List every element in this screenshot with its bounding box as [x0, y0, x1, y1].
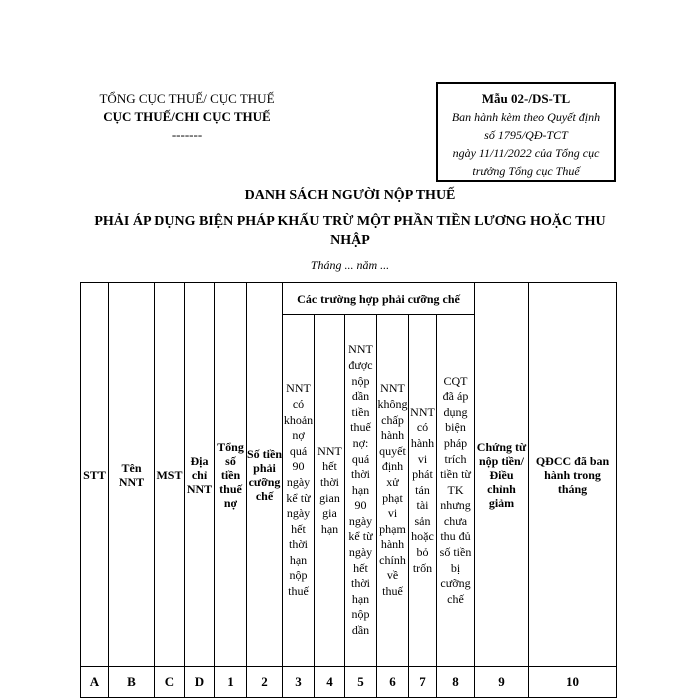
- index-cell: 10: [529, 667, 617, 698]
- form-note-2: số 1795/QĐ-TCT: [484, 128, 568, 142]
- index-cell: B: [109, 667, 155, 698]
- index-cell: 3: [283, 667, 315, 698]
- taxpayer-table: [80, 282, 617, 698]
- header-chung-tu: Chứng từ nộp tiền/Điều chỉnh giảm: [475, 283, 529, 667]
- form-note-1: Ban hành kèm theo Quyết định: [451, 110, 601, 124]
- index-cell: A: [81, 667, 109, 698]
- header-so-tien-cuong-che: Số tiền phải cưỡng chế: [247, 283, 283, 667]
- index-cell: 1: [215, 667, 247, 698]
- header-case-4: NNT hết thời gian gia hạn: [315, 315, 345, 667]
- header-group-cases: Các trường hợp phải cưỡng chế: [283, 283, 475, 315]
- index-cell: 7: [409, 667, 437, 698]
- form-note-4: trưởng Tổng cục Thuế: [472, 164, 580, 178]
- form-note-3: ngày 11/11/2022 của Tổng cục: [452, 146, 600, 160]
- index-cell: 9: [475, 667, 529, 698]
- issuer-header: [72, 90, 302, 144]
- document-subtitle: PHẢI ÁP DỤNG BIỆN PHÁP KHẤU TRỪ MỘT PHẦN TIỀN LƯƠNG HOẶC THU NHẬP: [94, 214, 606, 248]
- header-stt: STT: [81, 283, 109, 667]
- index-cell: 4: [315, 667, 345, 698]
- header-case-5: NNT được nộp dần tiền thuế nợ: quá thời hạn 90 ngày kể từ ngày hết thời hạn nộp dần: [345, 315, 377, 667]
- issuer-line-2: CỤC THUẾ/CHI CỤC THUẾ: [103, 109, 271, 124]
- form-code: Mẫu 02-/DS-TL: [481, 91, 571, 106]
- header-case-6: NNT không chấp hành quyết định xử phạt vi phạm hành chính về thuế: [377, 315, 409, 667]
- index-cell: 2: [247, 667, 283, 698]
- header-case-3: NNT có khoản nợ quá 90 ngày kể từ ngày hết thời hạn nộp thuế: [283, 315, 315, 667]
- document-title: DANH SÁCH NGƯỜI NỘP THUẾ: [244, 188, 456, 203]
- index-cell: 6: [377, 667, 409, 698]
- index-cell: C: [155, 667, 185, 698]
- form-code-box: [436, 82, 616, 182]
- header-qdcc: QĐCC đã ban hành trong tháng: [529, 283, 617, 667]
- index-cell: D: [185, 667, 215, 698]
- header-mst: MST: [155, 283, 185, 667]
- header-case-8: CQT đã áp dụng biện pháp trích tiền từ TK nhưng chưa thu đủ số tiền bị cưỡng chế: [437, 315, 475, 667]
- issuer-separator: -------: [171, 127, 203, 142]
- document-period: Tháng ... năm ...: [310, 258, 390, 272]
- header-ten-nnt: Tên NNT: [109, 283, 155, 667]
- column-index-row: [81, 667, 617, 698]
- index-cell: 8: [437, 667, 475, 698]
- index-cell: 5: [345, 667, 377, 698]
- issuer-line-1: TỔNG CỤC THUẾ/ CỤC THUẾ: [99, 91, 275, 106]
- header-tong-so-tien: Tổng số tiền thuế nợ: [215, 283, 247, 667]
- header-dia-chi: Địa chỉ NNT: [185, 283, 215, 667]
- header-case-7: NNT có hành vi phát tán tài sản hoặc bỏ trốn: [409, 315, 437, 667]
